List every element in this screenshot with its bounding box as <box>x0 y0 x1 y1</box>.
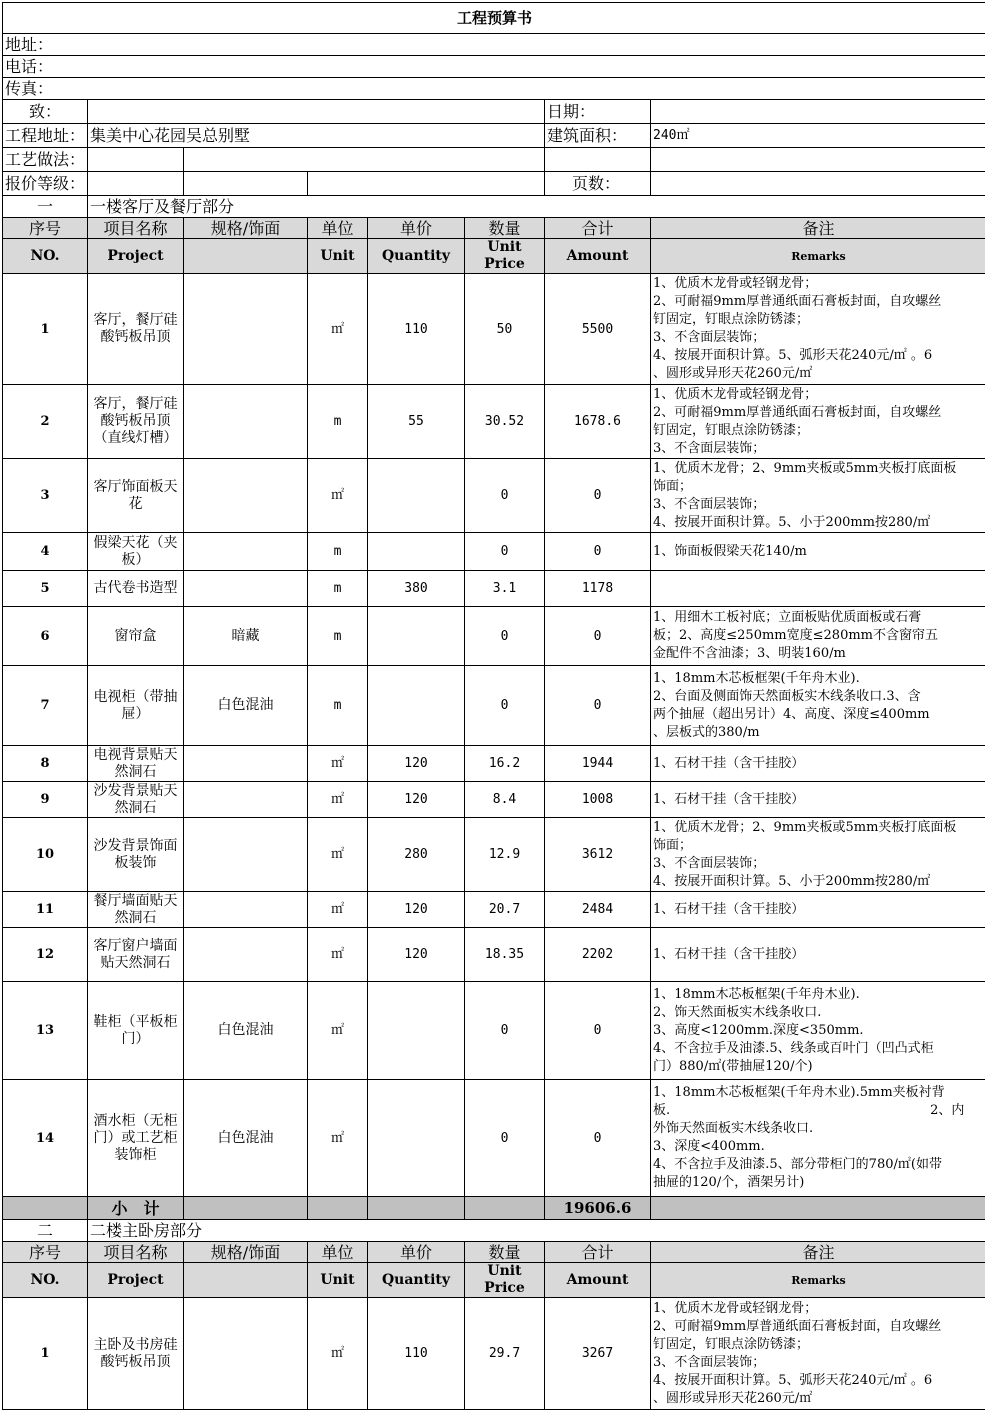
row-remarks <box>651 892 985 928</box>
header-cn-row-2 <box>3 1242 985 1263</box>
remark-line: 金配件不含油漆；3、明装160/m <box>653 645 984 663</box>
pages-value <box>651 172 985 196</box>
col-header-amount: 合计 <box>545 218 651 239</box>
fax-row <box>3 78 985 100</box>
phone-label: 电话： <box>3 56 985 78</box>
col-header-qty: 数量 <box>465 218 545 239</box>
remark-line: 门）880/㎡(带抽屉120/个) <box>653 1058 984 1076</box>
row-name: 古代卷书造型 <box>88 571 184 607</box>
row-remarks <box>651 746 985 782</box>
remark-line: 、圆形或异形天花260元/㎡ <box>653 1390 984 1408</box>
row-qty: 0 <box>465 666 545 746</box>
row-no: 9 <box>3 782 88 818</box>
remark-line: 4、按展开面积计算。5、小于200mm按280/㎡ <box>653 514 984 532</box>
row-no: 7 <box>3 666 88 746</box>
row-spec: 暗藏 <box>184 607 308 666</box>
pages-label: 页数： <box>545 172 651 196</box>
row-qty: 0 <box>465 459 545 533</box>
row-remarks <box>651 571 985 607</box>
row-spec <box>184 746 308 782</box>
row-no: 3 <box>3 459 88 533</box>
row-qty: 0 <box>465 607 545 666</box>
craft-row <box>3 148 985 172</box>
row-price: 55 <box>368 385 465 459</box>
level-cell-1 <box>88 172 184 196</box>
remark-line: 、层板式的380/m <box>653 724 984 742</box>
remark-line: 1、优质木龙骨或轻钢龙骨； <box>653 275 984 293</box>
header-cn-row-1 <box>3 218 985 239</box>
table-row <box>3 1298 985 1410</box>
remark-line: 1、石材干挂（含干挂胶） <box>653 791 984 809</box>
row-amount: 1678.6 <box>545 385 651 459</box>
row-name: 沙发背景饰面板装饰 <box>88 818 184 892</box>
table-row <box>3 982 985 1080</box>
remark-line: 2、饰天然面板实木线条收口. <box>653 1004 984 1022</box>
to-label: 致： <box>3 100 88 124</box>
remark-line: 1、18mm木芯板框架(千年舟木业). <box>653 986 984 1004</box>
row-qty: 0 <box>465 1080 545 1197</box>
row-name: 客厅饰面板天花 <box>88 459 184 533</box>
row-name: 鞋柜（平板柜门） <box>88 982 184 1080</box>
remark-line: 1、优质木龙骨或轻钢龙骨； <box>653 386 984 404</box>
col-header-no-en: NO. <box>3 1263 88 1298</box>
table-row <box>3 385 985 459</box>
row-qty: 50 <box>465 274 545 385</box>
remark-line: 3、深度<400mm. <box>653 1138 984 1156</box>
remark-line: 、圆形或异形天花260元/㎡ <box>653 365 984 383</box>
row-remarks <box>651 666 985 746</box>
subtotal-label: 小 计 <box>88 1197 184 1220</box>
title-row <box>3 3 985 34</box>
table-row <box>3 533 985 571</box>
row-spec <box>184 782 308 818</box>
row-name: 电视柜（带抽屉） <box>88 666 184 746</box>
remark-line: 钉固定，钉眼点涂防锈漆； <box>653 1336 984 1354</box>
table-row <box>3 666 985 746</box>
row-amount: 3267 <box>545 1298 651 1410</box>
row-unit: ㎡ <box>308 1298 368 1410</box>
col-header-spec-en <box>184 1263 308 1298</box>
row-remarks <box>651 1080 985 1197</box>
to-value <box>88 100 545 124</box>
row-unit: ㎡ <box>308 928 368 982</box>
row-amount: 0 <box>545 982 651 1080</box>
col-header-price-en: Quantity <box>368 239 465 274</box>
section2-heading <box>3 1220 985 1242</box>
row-price: 120 <box>368 782 465 818</box>
row-price: 120 <box>368 928 465 982</box>
row-qty: 30.52 <box>465 385 545 459</box>
row-spec <box>184 928 308 982</box>
row-no: 4 <box>3 533 88 571</box>
row-amount: 0 <box>545 1080 651 1197</box>
row-spec <box>184 1298 308 1410</box>
subtotal-cell-blank-5 <box>465 1197 545 1220</box>
col-header-remarks-en: Remarks <box>651 239 985 274</box>
col-header-remarks: 备注 <box>651 218 985 239</box>
date-label: 日期： <box>545 100 651 124</box>
section1-no: 一 <box>3 196 88 218</box>
row-unit: m <box>308 571 368 607</box>
address-label: 地址： <box>3 34 985 56</box>
remark-line: 4、不含拉手及油漆.5、部分带柜门的780/㎡(如带 <box>653 1156 984 1174</box>
row-unit: ㎡ <box>308 982 368 1080</box>
table-row <box>3 782 985 818</box>
row-qty: 3.1 <box>465 571 545 607</box>
remark-line: 2、可耐福9mm厚普通纸面石膏板封面，自攻螺丝 <box>653 293 984 311</box>
row-no: 2 <box>3 385 88 459</box>
row-spec <box>184 818 308 892</box>
remark-line: 钉固定，钉眼点涂防锈漆； <box>653 422 984 440</box>
row-amount: 1178 <box>545 571 651 607</box>
subtotal-cell-blank-3 <box>308 1197 368 1220</box>
col-header-remarks: 备注 <box>651 1242 985 1263</box>
section1-items <box>3 274 985 1197</box>
col-header-no: 序号 <box>3 1242 88 1263</box>
remark-line: 4、不含拉手及油漆.5、线条或百叶门（凹凸式柜 <box>653 1040 984 1058</box>
remark-line: 钉固定，钉眼点涂防锈漆； <box>653 311 984 329</box>
row-name: 主卧及书房硅酸钙板吊顶 <box>88 1298 184 1410</box>
row-qty: 0 <box>465 533 545 571</box>
row-remarks <box>651 782 985 818</box>
level-cell-3 <box>308 172 545 196</box>
remark-line: 1、用细木工板衬底；立面板贴优质面板或石膏 <box>653 609 984 627</box>
row-unit: ㎡ <box>308 746 368 782</box>
row-qty: 18.35 <box>465 928 545 982</box>
row-qty: 29.7 <box>465 1298 545 1410</box>
remark-line: 饰面； <box>653 478 984 496</box>
row-name: 客厅窗户墙面贴天然洞石 <box>88 928 184 982</box>
remark-line: 2、可耐福9mm厚普通纸面石膏板封面，自攻螺丝 <box>653 404 984 422</box>
row-amount: 3612 <box>545 818 651 892</box>
row-unit: m <box>308 666 368 746</box>
row-spec <box>184 571 308 607</box>
col-header-amount-en: Amount <box>545 239 651 274</box>
col-header-amount-en: Amount <box>545 1263 651 1298</box>
row-name: 酒水柜（无柜门）或工艺柜装饰柜 <box>88 1080 184 1197</box>
craft-cell-4 <box>651 148 985 172</box>
to-row <box>3 100 985 124</box>
row-amount: 0 <box>545 666 651 746</box>
craft-cell-2 <box>184 148 545 172</box>
row-no: 1 <box>3 274 88 385</box>
site-label: 工程地址： <box>3 124 88 148</box>
row-unit: m <box>308 533 368 571</box>
remark-line: 1、优质木龙骨；2、9mm夹板或5mm夹板打底面板 <box>653 460 984 478</box>
row-name: 沙发背景贴天然洞石 <box>88 782 184 818</box>
row-amount: 5500 <box>545 274 651 385</box>
col-header-spec-en <box>184 239 308 274</box>
col-header-qty: 数量 <box>465 1242 545 1263</box>
row-amount: 2202 <box>545 928 651 982</box>
remark-line: 1、18mm木芯板框架(千年舟木业).5mm夹板衬背 <box>653 1084 984 1102</box>
date-value <box>651 100 985 124</box>
table-row <box>3 746 985 782</box>
row-no: 13 <box>3 982 88 1080</box>
row-spec <box>184 274 308 385</box>
row-price: 120 <box>368 746 465 782</box>
col-header-qty-en: Unit Price <box>465 239 545 274</box>
remark-line: 两个抽屉（超出另计）4、高度、深度≤400mm <box>653 706 984 724</box>
row-unit: ㎡ <box>308 274 368 385</box>
row-name: 餐厅墙面贴天然洞石 <box>88 892 184 928</box>
col-header-project: 项目名称 <box>88 218 184 239</box>
header-en-row-1 <box>3 239 985 274</box>
section2-title: 二楼主卧房部分 <box>88 1220 985 1242</box>
remark-line: 抽屉的120/个，酒架另计) <box>653 1174 984 1192</box>
remark-line: 3、不含面层装饰； <box>653 855 984 873</box>
row-amount: 0 <box>545 533 651 571</box>
row-no: 8 <box>3 746 88 782</box>
row-price <box>368 666 465 746</box>
row-amount: 1008 <box>545 782 651 818</box>
row-spec <box>184 385 308 459</box>
row-price <box>368 459 465 533</box>
col-header-unit-en: Unit <box>308 1263 368 1298</box>
table-row <box>3 892 985 928</box>
row-unit: m <box>308 385 368 459</box>
craft-label: 工艺做法： <box>3 148 88 172</box>
table-row <box>3 818 985 892</box>
row-name: 电视背景贴天然洞石 <box>88 746 184 782</box>
row-unit: ㎡ <box>308 818 368 892</box>
row-qty: 12.9 <box>465 818 545 892</box>
remark-line: 2、台面及侧面饰天然面板实木线条收口.3、含 <box>653 688 984 706</box>
row-price: 280 <box>368 818 465 892</box>
row-name: 客厅，餐厅硅酸钙板吊顶 <box>88 274 184 385</box>
subtotal-cell-blank-2 <box>184 1197 308 1220</box>
level-cell-2 <box>184 172 308 196</box>
row-unit: ㎡ <box>308 782 368 818</box>
budget-table <box>2 2 985 1410</box>
remark-line: 4、按展开面积计算。5、弧形天花240元/㎡ 。6 <box>653 1372 984 1390</box>
col-header-spec: 规格/饰面 <box>184 218 308 239</box>
remark-line: 外饰天然面板实木线条收口. <box>653 1120 984 1138</box>
remark-line: 饰面； <box>653 837 984 855</box>
area-value: 240㎡ <box>651 124 985 148</box>
row-remarks <box>651 818 985 892</box>
row-name: 客厅，餐厅硅酸钙板吊顶（直线灯槽） <box>88 385 184 459</box>
row-name: 窗帘盒 <box>88 607 184 666</box>
col-header-remarks-en: Remarks <box>651 1263 985 1298</box>
col-header-price-en: Quantity <box>368 1263 465 1298</box>
row-price <box>368 982 465 1080</box>
subtotal-cell-blank-1 <box>3 1197 88 1220</box>
site-row <box>3 124 985 148</box>
row-no: 12 <box>3 928 88 982</box>
level-label: 报价等级： <box>3 172 88 196</box>
row-spec <box>184 892 308 928</box>
row-remarks <box>651 533 985 571</box>
row-amount: 2484 <box>545 892 651 928</box>
section1-subtotal-row <box>3 1197 985 1220</box>
col-header-price: 单价 <box>368 218 465 239</box>
row-qty: 20.7 <box>465 892 545 928</box>
page-title: 工程预算书 <box>3 3 985 34</box>
phone-row <box>3 56 985 78</box>
row-remarks <box>651 1298 985 1410</box>
row-no: 14 <box>3 1080 88 1197</box>
remark-line: 3、不含面层装饰； <box>653 1354 984 1372</box>
level-row <box>3 172 985 196</box>
row-remarks <box>651 385 985 459</box>
row-no: 6 <box>3 607 88 666</box>
col-header-no-en: NO. <box>3 239 88 274</box>
header-en-row-2 <box>3 1263 985 1298</box>
remark-line: 1、石材干挂（含干挂胶） <box>653 946 984 964</box>
row-unit: m <box>308 607 368 666</box>
site-value: 集美中心花园吴总别墅 <box>88 124 545 148</box>
col-header-price: 单价 <box>368 1242 465 1263</box>
remark-line: 3、高度<1200mm.深度<350mm. <box>653 1022 984 1040</box>
row-price: 110 <box>368 274 465 385</box>
col-header-amount: 合计 <box>545 1242 651 1263</box>
row-no: 10 <box>3 818 88 892</box>
subtotal-value: 19606.6 <box>545 1197 651 1220</box>
col-header-no: 序号 <box>3 218 88 239</box>
row-qty: 0 <box>465 982 545 1080</box>
remark-line: 3、不含面层装饰； <box>653 329 984 347</box>
col-header-spec: 规格/饰面 <box>184 1242 308 1263</box>
col-header-project: 项目名称 <box>88 1242 184 1263</box>
row-no: 11 <box>3 892 88 928</box>
row-spec: 白色混油 <box>184 666 308 746</box>
row-remarks <box>651 274 985 385</box>
remark-line: 3、不含面层装饰； <box>653 440 984 458</box>
subtotal-cell-blank-4 <box>368 1197 465 1220</box>
row-remarks <box>651 607 985 666</box>
col-header-unit: 单位 <box>308 1242 368 1263</box>
table-row <box>3 1080 985 1197</box>
col-header-qty-en: Unit Price <box>465 1263 545 1298</box>
remark-line: 板. 2、内 <box>653 1102 984 1120</box>
craft-cell-1 <box>88 148 184 172</box>
remark-line: 3、不含面层装饰； <box>653 496 984 514</box>
row-spec <box>184 533 308 571</box>
row-price: 380 <box>368 571 465 607</box>
row-no: 5 <box>3 571 88 607</box>
row-price: 120 <box>368 892 465 928</box>
row-spec: 白色混油 <box>184 1080 308 1197</box>
table-row <box>3 607 985 666</box>
row-remarks <box>651 982 985 1080</box>
row-amount: 0 <box>545 459 651 533</box>
address-row <box>3 34 985 56</box>
row-unit: ㎡ <box>308 892 368 928</box>
col-header-project-en: Project <box>88 239 184 274</box>
section1-title: 一楼客厅及餐厅部分 <box>88 196 985 218</box>
remark-line: 4、按展开面积计算。5、小于200mm按280/㎡ <box>653 873 984 891</box>
remark-line: 1、18mm木芯板框架(千年舟木业). <box>653 670 984 688</box>
col-header-project-en: Project <box>88 1263 184 1298</box>
subtotal-cell-blank-6 <box>651 1197 985 1220</box>
remark-line: 1、石材干挂（含干挂胶） <box>653 755 984 773</box>
row-price <box>368 607 465 666</box>
section2-no: 二 <box>3 1220 88 1242</box>
row-qty: 8.4 <box>465 782 545 818</box>
col-header-unit-en: Unit <box>308 239 368 274</box>
row-spec: 白色混油 <box>184 982 308 1080</box>
remark-line: 1、饰面板假梁天花140/m <box>653 543 984 561</box>
col-header-unit: 单位 <box>308 218 368 239</box>
remark-line: 2、可耐福9mm厚普通纸面石膏板封面，自攻螺丝 <box>653 1318 984 1336</box>
row-amount: 0 <box>545 607 651 666</box>
table-row <box>3 571 985 607</box>
remark-line: 板；2、高度≤250mm宽度≤280mm不含窗帘五 <box>653 627 984 645</box>
remark-line: 1、石材干挂（含干挂胶） <box>653 901 984 919</box>
row-price: 110 <box>368 1298 465 1410</box>
row-unit: ㎡ <box>308 459 368 533</box>
remark-line: 1、优质木龙骨；2、9mm夹板或5mm夹板打底面板 <box>653 819 984 837</box>
fax-label: 传真： <box>3 78 985 100</box>
row-remarks <box>651 459 985 533</box>
row-qty: 16.2 <box>465 746 545 782</box>
remark-line: 1、优质木龙骨或轻钢龙骨； <box>653 1300 984 1318</box>
row-amount: 1944 <box>545 746 651 782</box>
row-name: 假梁天花（夹板） <box>88 533 184 571</box>
table-row <box>3 274 985 385</box>
section1-heading <box>3 196 985 218</box>
section2-items <box>3 1298 985 1410</box>
row-unit: ㎡ <box>308 1080 368 1197</box>
area-label: 建筑面积： <box>545 124 651 148</box>
remark-line: 4、按展开面积计算。5、弧形天花240元/㎡ 。6 <box>653 347 984 365</box>
row-remarks <box>651 928 985 982</box>
row-no: 1 <box>3 1298 88 1410</box>
row-price <box>368 533 465 571</box>
craft-cell-3 <box>545 148 651 172</box>
table-row <box>3 928 985 982</box>
row-price <box>368 1080 465 1197</box>
row-spec <box>184 459 308 533</box>
table-row <box>3 459 985 533</box>
